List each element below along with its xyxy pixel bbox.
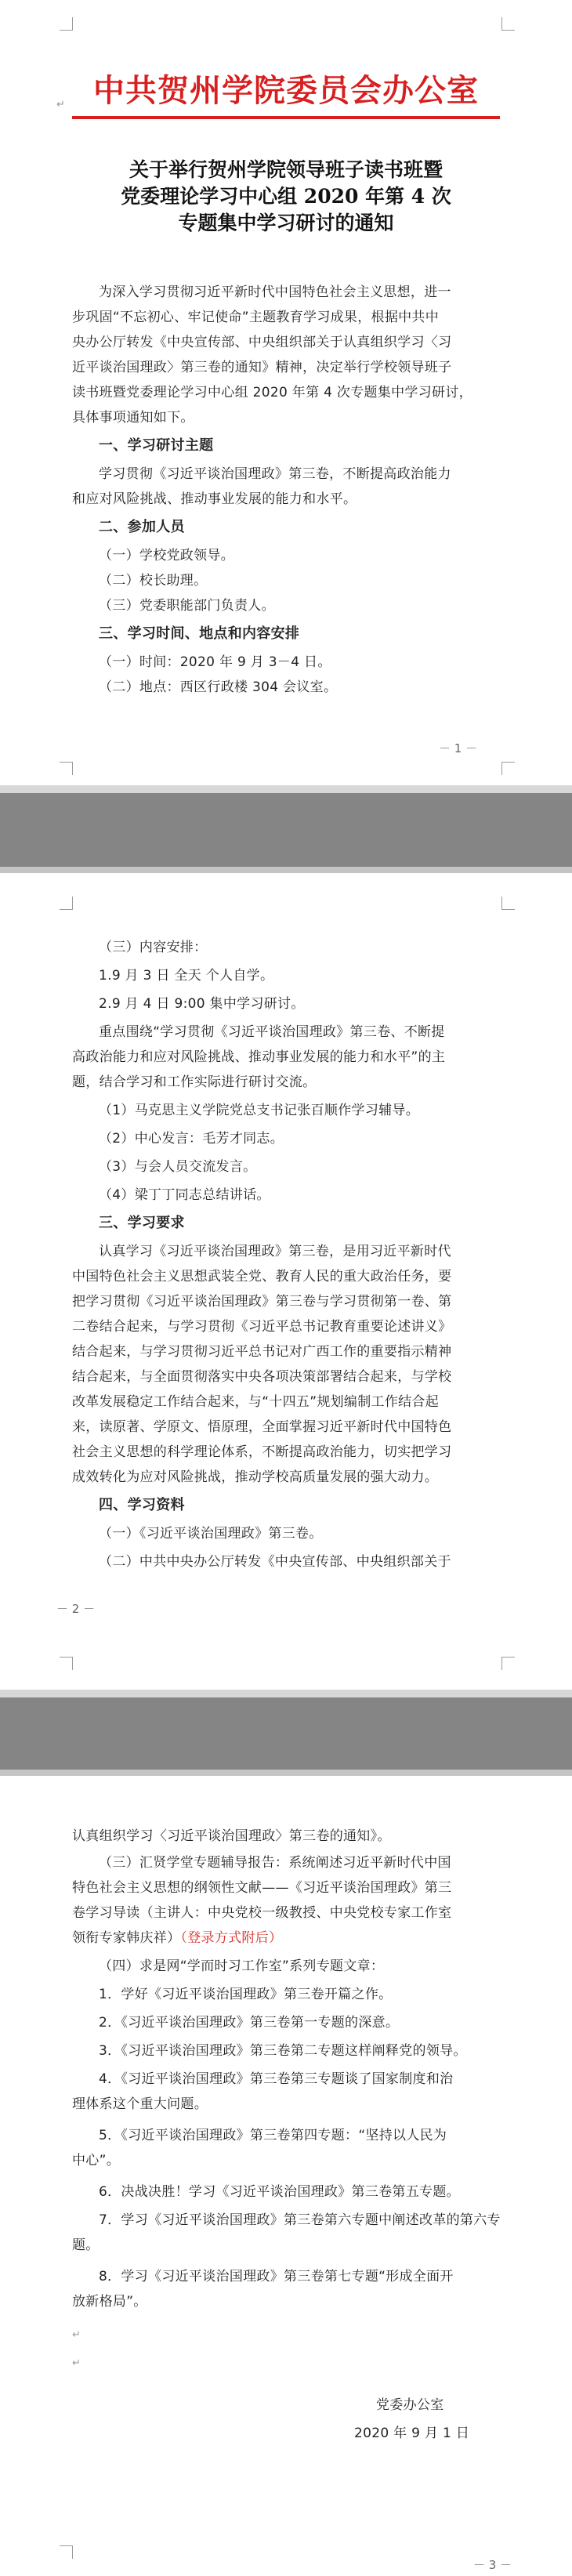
page-corner-marker — [60, 762, 73, 775]
material-item: （一）《习近平谈治国理政》第三卷。 — [99, 1526, 323, 1542]
page-separator — [0, 1690, 572, 1776]
page-corner-marker — [501, 1657, 515, 1670]
page-separator — [0, 785, 572, 873]
participant-item: （一）学校党政领导。 — [99, 548, 234, 563]
participant-item: （二）校长助理。 — [99, 573, 208, 589]
material-item: 特色社会主义思想的纲领性文献——《习近平谈治国理政》第三 — [72, 1880, 452, 1896]
login-method-note[interactable]: （登录方式附后） — [180, 1930, 283, 1946]
article-item: 放新格局”。 — [72, 2294, 147, 2310]
page-corner-marker — [60, 897, 73, 910]
agenda-item: （1）马克思主义学院党总支书记张百顺作学习辅导。 — [99, 1103, 420, 1118]
article-item: 中心”。 — [72, 2153, 121, 2168]
agenda-item: （4）梁丁丁同志总结讲话。 — [99, 1187, 270, 1203]
article-item: 理体系这个重大问题。 — [72, 2096, 208, 2112]
requirement-text: 把学习贯彻《习近平谈治国理政》第三卷与学习贯彻第一卷、第 — [72, 1294, 452, 1310]
section-heading: 三、学习时间、地点和内容安排 — [99, 625, 300, 642]
focus-text: 题，结合学习和工作实际进行研讨交流。 — [72, 1074, 317, 1090]
paragraph-mark: ↵ — [72, 2329, 81, 2341]
requirement-text: 成效转化为应对风险挑战，推动学校高质量发展的强大动力。 — [72, 1469, 439, 1485]
requirement-text: 社会主义思想的科学理论体系，不断提高政治能力，切实把学习 — [72, 1444, 452, 1460]
intro-line: 步巩固“不忘初心、牢记使命”主题教育学习成果，根据中共中 — [72, 310, 440, 325]
document-title-line-1: 关于举行贺州学院领导班子读书班暨 — [129, 158, 443, 181]
article-item: 8．学习《习近平谈治国理政》第三卷第七专题“形成全面开 — [99, 2269, 454, 2284]
material-item — [72, 1928, 500, 1948]
page-corner-marker — [501, 17, 515, 31]
requirement-text: 结合起来，与学习贯彻习近平总书记对广西工作的重要指示精神 — [72, 1344, 452, 1360]
section-heading: 一、学习研讨主题 — [99, 437, 214, 454]
document-page-1 — [0, 0, 572, 785]
schedule-item: （一）时间：2020 年 9 月 3－4 日。 — [99, 654, 331, 670]
document-title-line-2: 党委理论学习中心组 2020 年第 4 次 — [121, 185, 451, 208]
material-item-continued: 认真组织学习〈习近平谈治国理政〉第三卷的通知》。 — [72, 1828, 391, 1844]
section-heading: 三、学习要求 — [99, 1215, 185, 1231]
signature-date: 2020 年 9 月 1 日 — [354, 2426, 470, 2441]
material-item: （二）中共中央办公厅转发《中央宣传部、中央组织部关于 — [99, 1554, 451, 1570]
schedule-item: （二）地点：西区行政楼 304 会议室。 — [99, 679, 338, 695]
article-item: 题。 — [72, 2237, 100, 2253]
section-heading: 四、学习资料 — [99, 1497, 185, 1513]
article-list-heading: （四）求是网“学而时习工作室”系列专题文章： — [99, 1958, 385, 1974]
schedule-line: 1.9 月 3 日 全天 个人自学。 — [99, 968, 274, 984]
intro-line: 近平谈治国理政〉第三卷的通知》精神，决定举行学校领导班子 — [72, 360, 452, 375]
content-heading: （三）内容安排： — [99, 940, 208, 955]
schedule-line: 2.9 月 4 日 9:00 集中学习研讨。 — [99, 996, 305, 1012]
document-page-3 — [0, 1776, 572, 2576]
requirement-text: 中国特色社会主义思想武装全党、教育人民的重大政治任务，要 — [72, 1269, 452, 1284]
red-header-rule — [72, 116, 500, 119]
section-heading: 二、参加人员 — [99, 519, 185, 535]
intro-line: 央办公厅转发《中央宣传部、中央组织部关于认真组织学习〈习 — [72, 335, 452, 350]
page-number: － 2 － — [56, 1602, 96, 1616]
page-corner-marker — [501, 897, 515, 910]
article-item: 2．《习近平谈治国理政》第三卷第一专题的深意。 — [99, 2015, 400, 2031]
document-title-line-3: 专题集中学习研讨的通知 — [178, 212, 394, 234]
document-page-2 — [0, 873, 572, 1690]
participant-item: （三）党委职能部门负责人。 — [99, 598, 275, 614]
lecture-speaker: 领衔专家韩庆祥） — [72, 1930, 181, 1946]
focus-text: 重点围绕“学习贯彻《习近平谈治国理政》第三卷、不断提 — [99, 1024, 445, 1040]
page-corner-marker — [60, 17, 73, 31]
page-number: － 1 － — [439, 741, 478, 755]
page-corner-marker — [60, 2545, 73, 2559]
requirement-text: 来，读原著、学原文、悟原理，全面掌握习近平新时代中国特色 — [72, 1419, 452, 1435]
intro-line: 具体事项通知如下。 — [72, 410, 194, 426]
agenda-item: （3）与会人员交流发言。 — [99, 1159, 257, 1175]
requirement-text: 二卷结合起来，与学习贯彻《习近平总书记教育重要论述讲义》 — [72, 1319, 452, 1335]
requirement-text: 认真学习《习近平谈治国理政》第三卷，是用习近平新时代 — [99, 1244, 451, 1259]
section-text: 学习贯彻《习近平谈治国理政》第三卷，不断提高政治能力 — [99, 466, 451, 482]
page-corner-marker — [60, 1657, 73, 1670]
article-item: 4．《习近平谈治国理政》第三卷第三专题谈了国家制度和治 — [99, 2071, 454, 2087]
section-text: 和应对风险挑战、推动事业发展的能力和水平。 — [72, 491, 357, 507]
article-item: 3．《习近平谈治国理政》第三卷第二专题这样阐释党的领导。 — [99, 2043, 467, 2059]
requirement-text: 结合起来，与全面贯彻落实中央各项决策部署结合起来，与学校 — [72, 1369, 452, 1385]
paragraph-mark: ↵ — [72, 2357, 81, 2369]
article-item: 7．学习《习近平谈治国理政》第三卷第六专题中阐述改革的第六专 — [99, 2212, 501, 2228]
material-item: 卷学习导读（主讲人：中央党校一级教授、中央党校专家工作室 — [72, 1905, 452, 1921]
paragraph-mark: ↵ — [56, 99, 65, 111]
page-corner-marker — [501, 762, 515, 775]
focus-text: 高政治能力和应对风险挑战、推动事业发展的能力和水平”的主 — [72, 1049, 446, 1065]
material-item: （三）汇贤学堂专题辅导报告：系统阐述习近平新时代中国 — [99, 1855, 451, 1871]
signature-office: 党委办公室 — [376, 2397, 444, 2413]
article-item: 1．学好《习近平谈治国理政》第三卷开篇之作。 — [99, 1987, 393, 2002]
requirement-text: 改革发展稳定工作结合起来，与“十四五”规划编制工作结合起 — [72, 1394, 440, 1410]
article-item: 6．决战决胜！学习《习近平谈治国理政》第三卷第五专题。 — [99, 2184, 460, 2200]
intro-line: 读书班暨党委理论学习中心组 2020 年第 4 次专题集中学习研讨， — [72, 385, 472, 400]
page-number: － 3 － — [473, 2558, 512, 2572]
red-header-title: 中共贺州学院委员会办公室 — [93, 72, 479, 109]
agenda-item: （2）中心发言：毛芳才同志。 — [99, 1131, 284, 1147]
intro-line: 为深入学习贯彻习近平新时代中国特色社会主义思想，进一 — [99, 284, 451, 300]
article-item: 5．《习近平谈治国理政》第三卷第四专题：“坚持以人民为 — [99, 2128, 447, 2143]
